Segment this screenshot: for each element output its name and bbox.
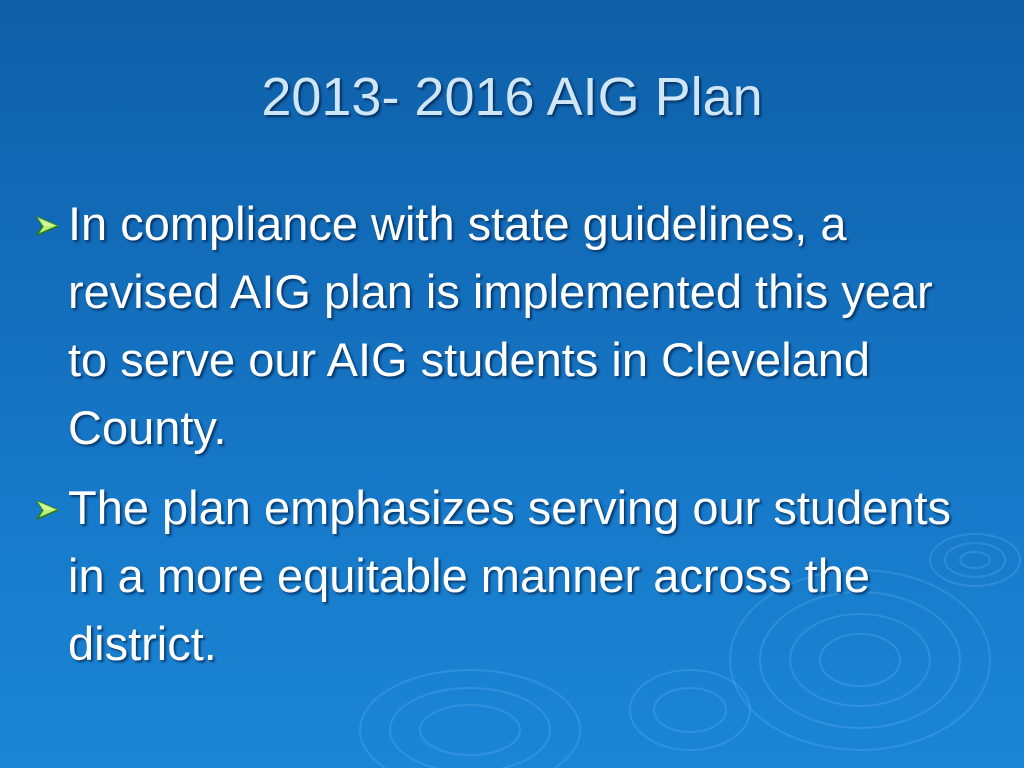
bullet-list [34, 190, 984, 690]
green-arrow-bullet-icon [34, 214, 62, 238]
bullet-item [34, 190, 984, 462]
bullet-item [34, 474, 984, 678]
bullet-text: In compliance with state guidelines, a revised AIG plan is implemented this year to serve our AIG students in Cleveland County. [68, 197, 933, 454]
green-arrow-bullet-icon [34, 498, 62, 522]
bullet-text: The plan emphasizes serving our students in a more equitable manner across the district. [68, 481, 952, 670]
slide-title: 2013- 2016 AIG Plan [261, 67, 763, 127]
